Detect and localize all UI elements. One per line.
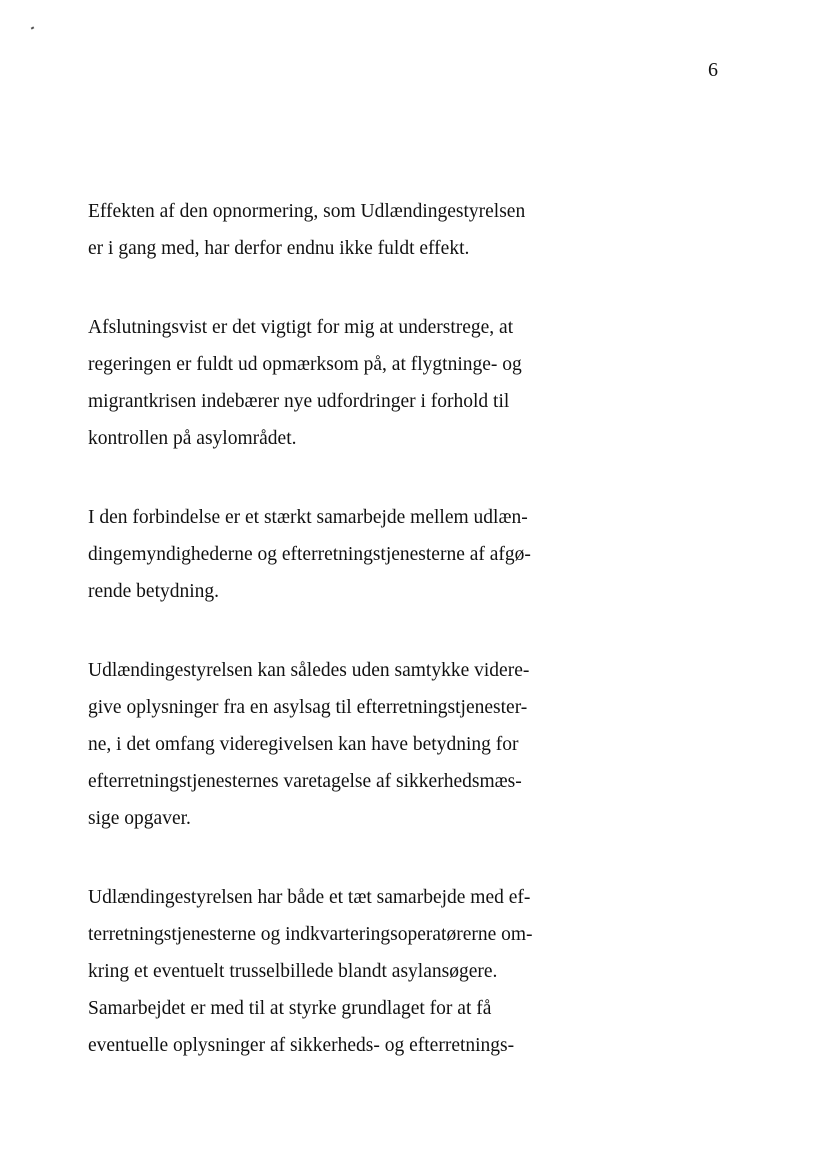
text-line: dingemyndighederne og efterretningstjenesterne af afgø- bbox=[88, 544, 531, 565]
paragraph-5 bbox=[88, 879, 608, 1064]
text-line: sige opgaver. bbox=[88, 808, 191, 829]
page-number: 6 bbox=[708, 59, 718, 81]
text-line: Samarbejdet er med til at styrke grundlaget for at få bbox=[88, 998, 492, 1019]
text-line: eventuelle oplysninger af sikkerheds- og efterretnings- bbox=[88, 1035, 515, 1056]
paragraph-1 bbox=[88, 193, 608, 267]
body-text bbox=[88, 193, 608, 1106]
text-line: Udlændingestyrelsen har både et tæt samarbejde med ef- bbox=[88, 887, 531, 908]
text-line: give oplysninger fra en asylsag til efterretningstjenester- bbox=[88, 697, 528, 718]
paragraph-2 bbox=[88, 309, 608, 457]
paragraph-4 bbox=[88, 652, 608, 837]
text-line: I den forbindelse er et stærkt samarbejde mellem udlæn- bbox=[88, 507, 528, 528]
text-line: er i gang med, har derfor endnu ikke fuldt effekt. bbox=[88, 238, 470, 259]
text-line: Udlændingestyrelsen kan således uden samtykke videre- bbox=[88, 660, 530, 681]
text-line: Effekten af den opnormering, som Udlændingestyrelsen bbox=[88, 201, 526, 222]
text-line: ne, i det omfang videregivelsen kan have betydning for bbox=[88, 734, 519, 755]
paragraph-3 bbox=[88, 499, 608, 610]
text-line: kring et eventuelt trusselbillede blandt asylansøgere. bbox=[88, 961, 498, 982]
text-line: terretningstjenesterne og indkvarteringsoperatørerne om- bbox=[88, 924, 533, 945]
text-line: regeringen er fuldt ud opmærksom på, at flygtninge- og bbox=[88, 354, 522, 375]
text-line: efterretningstjenesternes varetagelse af sikkerhedsmæs- bbox=[88, 771, 522, 792]
text-line: kontrollen på asylområdet. bbox=[88, 428, 297, 449]
scan-speck bbox=[31, 26, 35, 29]
text-line: Afslutningsvist er det vigtigt for mig at understrege, at bbox=[88, 317, 514, 338]
text-line: migrantkrisen indebærer nye udfordringer i forhold til bbox=[88, 391, 510, 412]
text-line: rende betydning. bbox=[88, 581, 220, 602]
